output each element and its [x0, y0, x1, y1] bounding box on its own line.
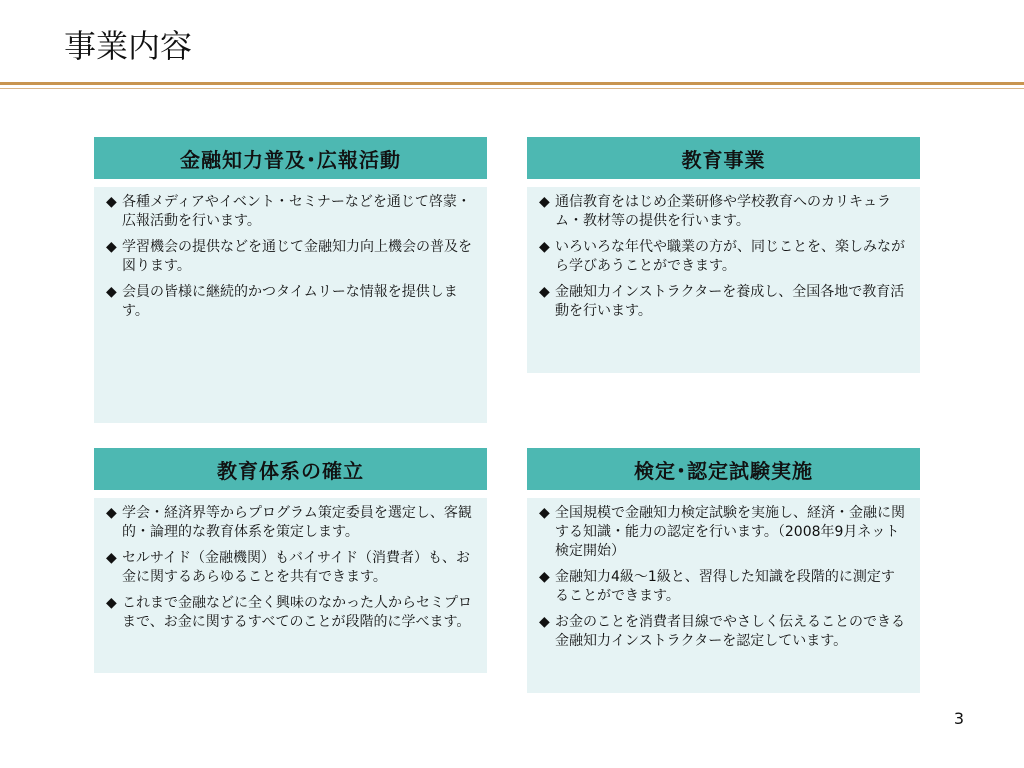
panel-heading-education: 教育事業 — [527, 137, 920, 179]
list-item: ◆ 各種メディアやイベント・セミナーなどを通じて啓蒙・広報活動を行います。 — [106, 194, 471, 229]
list-item: ◆ 学習機会の提供などを通じて金融知力向上機会の普及を図ります。 — [106, 239, 472, 274]
panel-body-publicity — [94, 187, 487, 423]
list-item: ◆ これまで金融などに全く興味のなかった人からセミプロまで、お金に関するすべてのことが段階的に学べます。 — [106, 595, 472, 630]
list-item: ◆ 全国規模で金融知力検定試験を実施し、経済・金融に関する知識・能力の認定を行います。（2008年9月ネット検定開始） — [539, 505, 905, 559]
list-item: ◆ 通信教育をはじめ企業研修や学校教育へのカリキュラム・教材等の提供を行います。 — [539, 194, 891, 229]
list-item: ◆ 会員の皆様に継続的かつタイムリーな情報を提供します。 — [106, 284, 458, 319]
panel-heading-publicity: 金融知力普及･広報活動 — [94, 137, 487, 179]
title-divider-thin — [0, 88, 1024, 89]
title-divider — [0, 82, 1024, 85]
diamond-bullet-icon: ◆ — [106, 284, 117, 300]
diamond-bullet-icon: ◆ — [106, 194, 117, 210]
panel-heading-certification: 検定･認定試験実施 — [527, 448, 920, 490]
diamond-bullet-icon: ◆ — [106, 505, 117, 521]
list-item: ◆ 学会・経済界等からプログラム策定委員を選定し、客観的・論理的な教育体系を策定します。 — [106, 505, 472, 540]
diamond-bullet-icon: ◆ — [539, 194, 550, 210]
list-item: ◆ いろいろな年代や職業の方が、同じことを、楽しみながら学びあうことができます。 — [539, 239, 905, 274]
panel-body-education — [527, 187, 920, 373]
list-item: ◆ 金融知力4級～1級と、習得した知識を段階的に測定することができます。 — [539, 569, 895, 604]
diamond-bullet-icon: ◆ — [106, 550, 117, 566]
diamond-bullet-icon: ◆ — [106, 595, 117, 611]
list-item: ◆ セルサイド（金融機関）もバイサイド（消費者）も、お金に関するあらゆることを共有できます。 — [106, 550, 471, 585]
slide-title: 事業内容 — [64, 27, 193, 65]
panel-heading-curriculum: 教育体系の確立 — [94, 448, 487, 490]
diamond-bullet-icon: ◆ — [539, 284, 550, 300]
diamond-bullet-icon: ◆ — [539, 505, 550, 521]
list-item: ◆ 金融知力インストラクターを養成し、全国各地で教育活動を行います。 — [539, 284, 905, 319]
panel-body-certification — [527, 498, 920, 693]
diamond-bullet-icon: ◆ — [539, 569, 550, 585]
page-number: 3 — [953, 709, 964, 728]
diamond-bullet-icon: ◆ — [539, 614, 550, 630]
diamond-bullet-icon: ◆ — [539, 239, 550, 255]
diamond-bullet-icon: ◆ — [106, 239, 117, 255]
panel-body-curriculum — [94, 498, 487, 673]
list-item: ◆ お金のことを消費者目線でやさしく伝えることのできる金融知力インストラクターを認定しています。 — [539, 614, 905, 649]
